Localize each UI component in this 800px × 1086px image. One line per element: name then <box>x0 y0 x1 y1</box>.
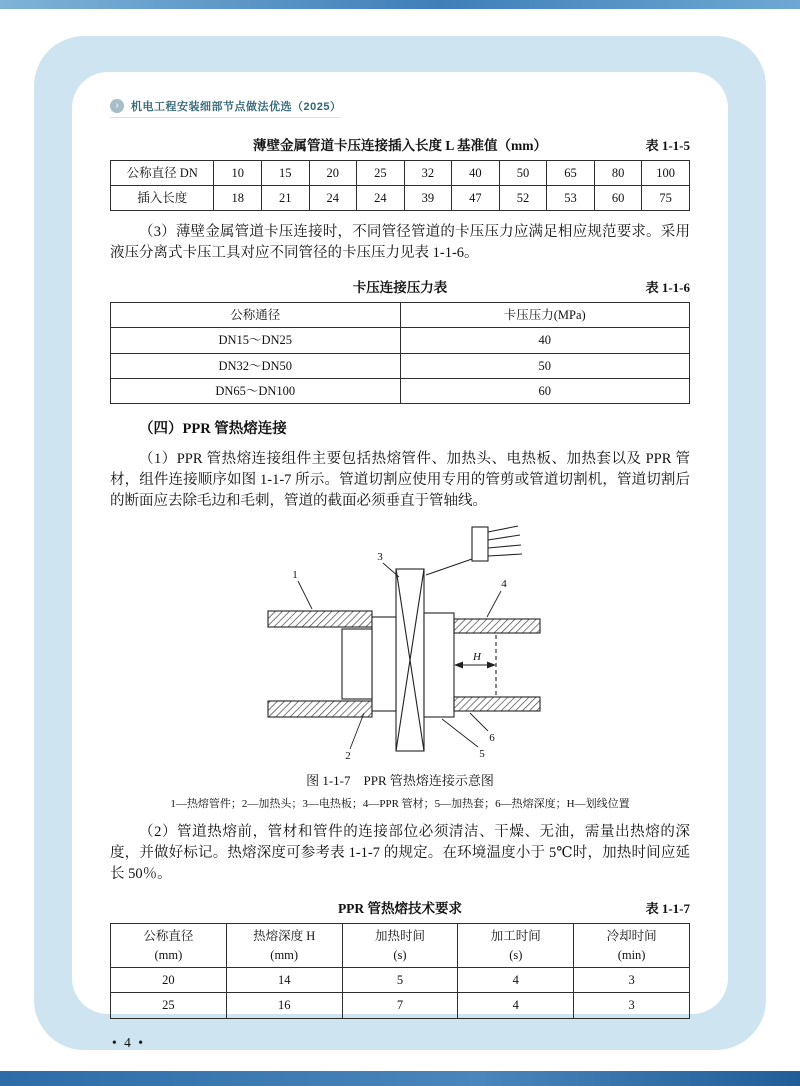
column-header: 加工时间 (s) <box>458 923 574 968</box>
cell: 25 <box>357 161 405 186</box>
fitting-bottom-wall <box>268 701 372 717</box>
callout-6: 6 <box>489 731 495 744</box>
callout-1: 1 <box>292 568 298 581</box>
row-header: 插入长度 <box>111 186 214 211</box>
ppr-fusion-diagram <box>250 523 550 763</box>
heating-head <box>342 629 372 699</box>
paragraph-3: （3）薄壁金属管道卡压连接时，不同管径管道的卡压压力应满足相应规范要求。采用液压分离式卡压工具对应不同管径的卡压压力见表 1-1-6。 <box>110 224 690 262</box>
cell: DN32～DN50 <box>111 353 401 378</box>
cell: 3 <box>574 968 690 993</box>
cell: 50 <box>499 161 547 186</box>
cell: 15 <box>261 161 309 186</box>
row-header: 公称直径 DN <box>111 161 214 186</box>
page-frame <box>34 36 766 1050</box>
page-header <box>110 98 341 118</box>
cell: 60 <box>400 378 690 403</box>
cell: 52 <box>499 186 547 211</box>
heating-sleeve <box>424 613 454 717</box>
cell: 24 <box>357 186 405 211</box>
callout-3: 3 <box>377 550 383 563</box>
cell: 40 <box>400 328 690 353</box>
cell: 24 <box>309 186 357 211</box>
book-title: 机电工程安装细部节点做法优选（2025） <box>131 101 342 113</box>
cell: 4 <box>458 993 574 1018</box>
table-row <box>111 161 690 186</box>
table-row <box>111 186 690 211</box>
table-1-1-5-caption <box>110 134 690 154</box>
header-arrow-icon: › <box>110 99 124 113</box>
paragraph-2: （2）管道热熔前，管材和管件的连接部位必须清洁、干燥、无油，需量出热熔的深度，并做好标记。热熔深度可参考表 1-1-7 的规定。在环境温度小于 5℃时，加热时间应延长 50％。 <box>110 823 690 882</box>
cell: 7 <box>342 993 458 1018</box>
pipe-bottom-wall <box>454 697 540 711</box>
column-header: 加热时间 (s) <box>342 923 458 968</box>
table-1-1-6-title: 卡压连接压力表 <box>352 280 448 296</box>
cell: 65 <box>547 161 595 186</box>
table-1-1-6-caption <box>110 276 690 296</box>
cell: 100 <box>642 161 690 186</box>
callout-4: 4 <box>501 577 507 590</box>
cell: 25 <box>111 993 227 1018</box>
section-4-heading: （四）PPR 管热熔连接 <box>139 420 287 437</box>
table-1-1-7-label: 表 1-1-7 <box>645 900 690 916</box>
table-1-1-5 <box>110 160 690 211</box>
callout-5: 5 <box>479 747 485 760</box>
document-page <box>72 72 728 1050</box>
cell: 32 <box>404 161 452 186</box>
cell: 60 <box>594 186 642 211</box>
top-decor-bar <box>0 0 800 9</box>
cell: 14 <box>226 968 342 993</box>
cell: DN15～DN25 <box>111 328 401 353</box>
table-row <box>111 993 690 1018</box>
column-header: 公称直径 (mm) <box>111 923 227 968</box>
table-row <box>111 303 690 328</box>
table-row <box>111 968 690 993</box>
cell: 21 <box>261 186 309 211</box>
cell: 47 <box>452 186 500 211</box>
cell: 50 <box>400 353 690 378</box>
table-1-1-7-title: PPR 管热熔技术要求 <box>337 900 463 916</box>
callout-h: H <box>473 650 481 663</box>
figure-1-1-7 <box>110 523 690 768</box>
cell: 75 <box>642 186 690 211</box>
table-row <box>111 378 690 403</box>
table-row <box>111 923 690 968</box>
cell: 39 <box>404 186 452 211</box>
cell: 53 <box>547 186 595 211</box>
heating-head-flange <box>372 617 396 711</box>
table-1-1-7-caption <box>110 897 690 917</box>
table-1-1-5-label: 表 1-1-5 <box>645 138 690 153</box>
column-header: 冷却时间 (min) <box>574 923 690 968</box>
cell: 20 <box>309 161 357 186</box>
page-number: • 4 • <box>112 1034 145 1050</box>
cell: 4 <box>458 968 574 993</box>
cell: 18 <box>214 186 262 211</box>
figure-caption: 图 1-1-7 PPR 管热熔连接示意图 <box>306 772 494 788</box>
figure-legend: 1—热熔管件；2—加热头；3—电热板；4—PPR 管材；5—加热套；6—热熔深度；H—划线位置 <box>170 797 630 810</box>
column-header: 卡压压力(MPa) <box>400 303 690 328</box>
cell: 5 <box>342 968 458 993</box>
callout-2: 2 <box>345 749 351 762</box>
cell: 80 <box>594 161 642 186</box>
fitting-top-wall <box>268 611 372 627</box>
paragraph-1: （1）PPR 管热熔连接组件主要包括热熔管件、加热头、电热板、加热套以及 PPR 管材，组件连接顺序如图 1-1-7 所示。管道切割应使用专用的管剪或管道切割机，管道切割后的断面应去除毛边和毛刺，管道的截面必须垂直于管轴线。 <box>110 450 690 509</box>
cell: 16 <box>226 993 342 1018</box>
cell: 40 <box>452 161 500 186</box>
power-connector <box>472 527 488 561</box>
column-header: 公称通径 <box>111 303 401 328</box>
table-row <box>111 353 690 378</box>
column-header: 热熔深度 H (mm) <box>226 923 342 968</box>
cell: 10 <box>214 161 262 186</box>
table-1-1-7 <box>110 923 690 1019</box>
table-row <box>111 328 690 353</box>
bottom-decor-bar <box>0 1071 800 1086</box>
cell: DN65～DN100 <box>111 378 401 403</box>
cell: 20 <box>111 968 227 993</box>
table-1-1-5-title: 薄壁金属管道卡压连接插入长度 L 基准值（mm） <box>252 138 547 153</box>
table-1-1-6-label: 表 1-1-6 <box>645 280 690 296</box>
cell: 3 <box>574 993 690 1018</box>
pipe-top-wall <box>454 619 540 633</box>
table-1-1-6 <box>110 302 690 404</box>
